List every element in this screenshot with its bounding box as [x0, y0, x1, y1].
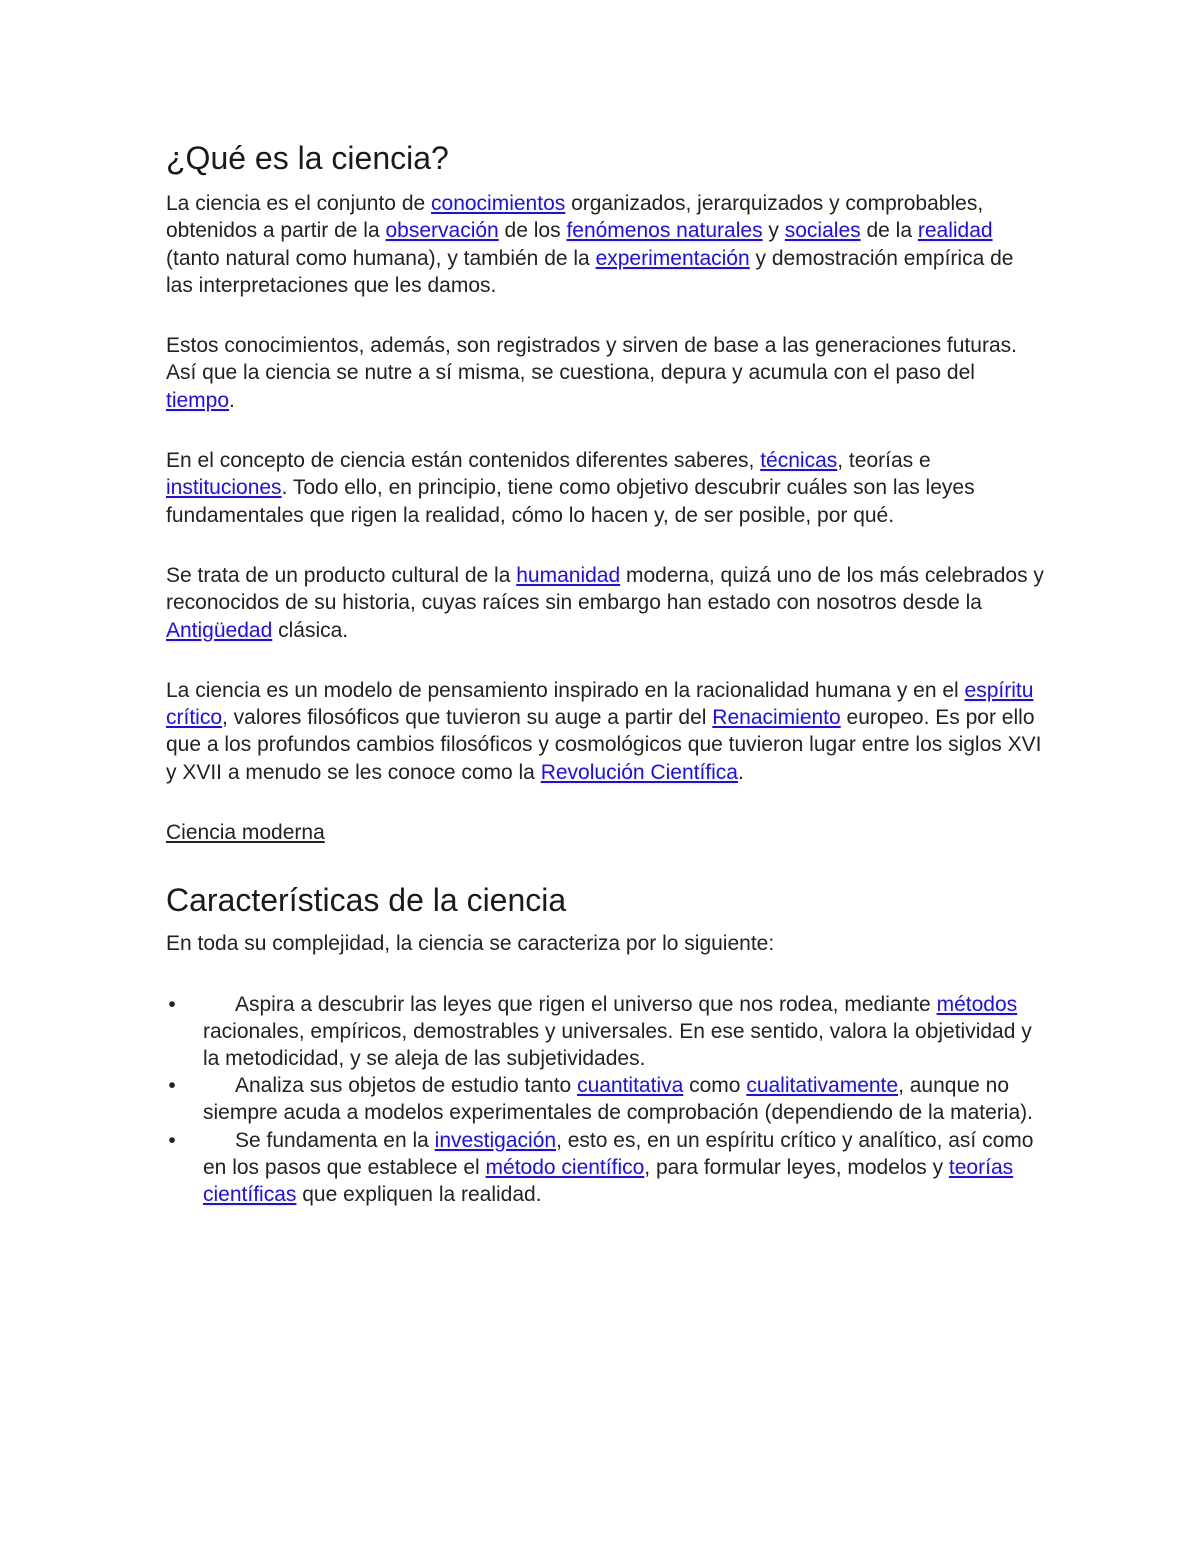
link-conocimientos[interactable]: conocimientos	[431, 192, 566, 215]
bullet-icon: •	[168, 1128, 176, 1152]
text: Aspira a descubrir las leyes que rigen el universo que nos rodea, mediante	[235, 992, 937, 1016]
text: clásica.	[272, 618, 349, 642]
text: Se trata de un producto cultural de la	[166, 563, 517, 587]
heading-caracteristicas: Características de la ciencia	[166, 882, 567, 919]
link-cualitativamente[interactable]: cualitativamente	[746, 1074, 899, 1098]
text: .	[229, 388, 235, 412]
text: , valores filosóficos que tuvieron su auge a partir del	[222, 706, 713, 730]
list-item	[166, 1127, 1046, 1209]
text: organizados, jerarquizados y comprobables, obtenidos a partir de la	[166, 192, 984, 243]
link-metodos[interactable]: métodos	[936, 992, 1018, 1016]
list-item	[166, 991, 1046, 1073]
link-instituciones[interactable]: instituciones	[166, 476, 282, 500]
text: y	[762, 219, 785, 243]
text: (tanto natural como humana), y también de la	[166, 246, 596, 270]
link-espiritu-critico[interactable]: espíritu crítico	[166, 678, 1034, 730]
text: europeo. Es por ello que a los profundos cambios filosóficos y cosmológicos que tuvieron lugar entre los siglos XVI y XVII a menudo se les conoce como la	[166, 706, 1042, 784]
list-item	[166, 1072, 1046, 1126]
link-revolucion-cientifica[interactable]: Revolución Científica	[540, 760, 738, 784]
bullet-icon: •	[168, 1074, 176, 1098]
paragraph-modelo-pensamiento	[166, 677, 1046, 786]
text: y demostración empírica de las interpretaciones que les damos.	[166, 246, 1014, 297]
paragraph-intro-caracteristicas: En toda su complejidad, la ciencia se caracteriza por lo siguiente:	[166, 932, 775, 956]
link-fenomenos-naturales[interactable]: fenómenos naturales	[566, 219, 763, 243]
link-realidad[interactable]: realidad	[917, 219, 993, 243]
paragraph-concepto	[166, 447, 1046, 529]
text: Estos conocimientos, además, son registrados y sirven de base a las generaciones futuras. Así que la ciencia se nutre a sí misma, se cuestiona, depura y acumula con el paso del	[166, 334, 1017, 385]
text: , aunque no siempre acuda a modelos experimentales de comprobación (dependiendo de la materia).	[203, 1074, 1033, 1125]
link-antiguedad[interactable]: Antigüedad	[166, 618, 273, 642]
text: que expliquen la realidad.	[296, 1183, 542, 1207]
bullet-icon: •	[168, 992, 176, 1016]
related-link-paragraph	[166, 819, 1046, 846]
text: Se fundamenta en la	[235, 1128, 435, 1152]
link-tiempo[interactable]: tiempo	[166, 388, 230, 412]
link-teorias-cientificas[interactable]: teorías científicas	[203, 1155, 1014, 1207]
link-investigacion[interactable]: investigación	[434, 1128, 557, 1152]
paragraph-producto-cultural	[166, 562, 1046, 644]
text: La ciencia es el conjunto de	[166, 192, 432, 215]
link-ciencia-moderna[interactable]: Ciencia moderna	[166, 821, 325, 845]
heading-que-es-la-ciencia: ¿Qué es la ciencia?	[166, 140, 449, 176]
text: moderna, quizá uno de los más celebrados y reconocidos de su historia, cuyas raíces sin embargo han estado con nosotros desde la	[166, 563, 1044, 615]
text: En el concepto de ciencia están contenidos diferentes saberes,	[166, 449, 761, 473]
text: racionales, empíricos, demostrables y universales. En ese sentido, valora la objetividad y la metodicidad, y se aleja de las subjetividades.	[203, 1019, 1032, 1071]
link-experimentacion[interactable]: experimentación	[595, 246, 750, 270]
link-sociales[interactable]: sociales	[784, 219, 861, 243]
text: , para formular leyes, modelos y	[644, 1155, 949, 1179]
text: La ciencia es un modelo de pensamiento inspirado en la racionalidad humana y en el	[166, 678, 965, 702]
link-metodo-cientifico[interactable]: método científico	[485, 1155, 645, 1179]
link-observacion[interactable]: observación	[385, 219, 499, 243]
text: de la	[860, 219, 918, 243]
link-humanidad[interactable]: humanidad	[516, 563, 621, 587]
text: Analiza sus objetos de estudio tanto	[235, 1074, 578, 1098]
text: como	[683, 1074, 747, 1098]
paragraph-definition	[166, 190, 1046, 299]
text: , esto es, en un espíritu crítico y analítico, así como en los pasos que establece el	[203, 1128, 1034, 1179]
characteristics-list	[166, 991, 1046, 1209]
link-renacimiento[interactable]: Renacimiento	[712, 706, 841, 730]
document-page	[166, 138, 1046, 1208]
link-cuantitativa[interactable]: cuantitativa	[577, 1074, 684, 1098]
link-tecnicas[interactable]: técnicas	[760, 449, 838, 473]
text: de los	[498, 219, 567, 243]
text: .	[737, 760, 744, 784]
paragraph-registro	[166, 332, 1046, 414]
text: , teorías e	[837, 449, 931, 473]
text: . Todo ello, en principio, tiene como objetivo descubrir cuáles son las leyes fundamentales que rigen la realidad, cómo lo hacen y, de ser posible, por qué.	[166, 476, 975, 527]
